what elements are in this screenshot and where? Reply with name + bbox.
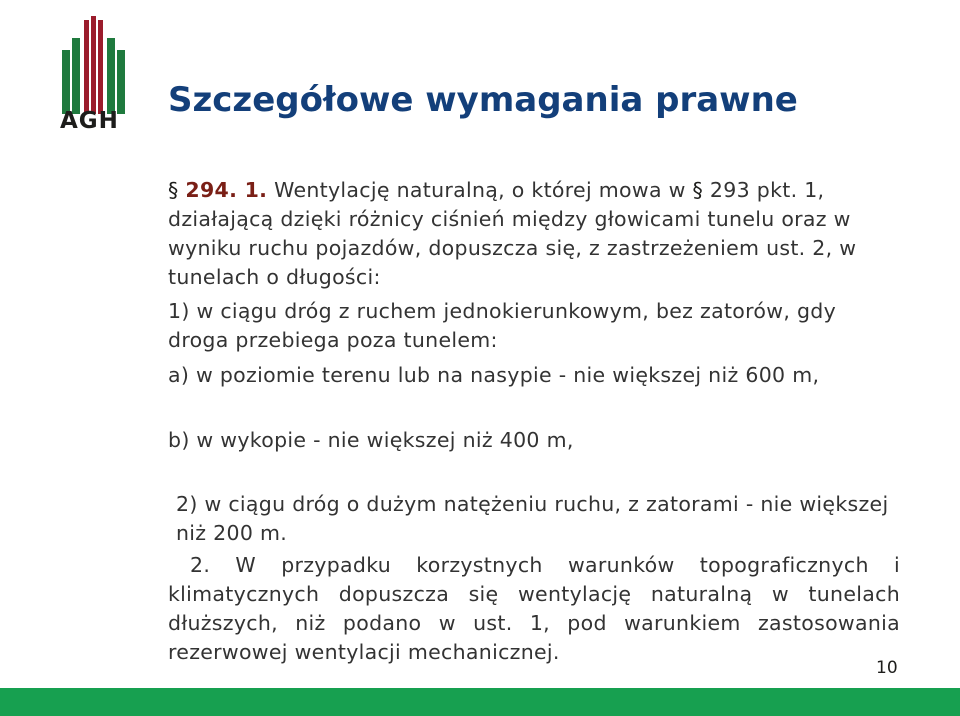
section-symbol-2: §	[692, 178, 704, 202]
paragraph-294-1	[168, 176, 900, 292]
slide-title: Szczegółowe wymagania prawne	[168, 80, 798, 120]
section-symbol: §	[168, 178, 179, 202]
item-2: 2) w ciągu dróg o dużym natężeniu ruchu, z zatorami - nie większej niż 200 m.	[176, 492, 889, 545]
paragraph-2	[168, 551, 900, 667]
item-1: 1) w ciągu dróg z ruchem jednokierunkowym, bez zatorów, gdy droga przebiega poza tunelem:	[168, 299, 837, 352]
logo-bars	[62, 16, 125, 114]
logo-text: AGH	[60, 108, 119, 134]
paragraph2-text: 2. W przypadku korzystnych warunków topograficznych i klimatycznych dopuszcza się wentylację naturalną w tunelach dłuższych, niż podano w ust. 1, pod warunkiem zastosowania rezerwowej wentylacji mechanicznej.	[168, 553, 900, 664]
item-1b: b) w wykopie - nie większej niż 400 m,	[168, 428, 574, 452]
section-ref: 294. 1.	[185, 178, 268, 202]
paragraph1-rest: 293 pkt. 1, działającą dzięki różnicy ciśnień między głowicami tunelu oraz w wyniku ruchu pojazdów, dopuszcza się, z zastrzeżeniem ust. 2, w tunelach o długości:	[168, 178, 857, 289]
page-number: 10	[876, 658, 898, 678]
item-1a: a) w poziomie terenu lub na nasypie - nie większej niż 600 m,	[168, 363, 820, 387]
bottom-accent-bar	[0, 688, 960, 716]
paragraph1-text: Wentylację naturalną, o której mowa w	[274, 178, 686, 202]
